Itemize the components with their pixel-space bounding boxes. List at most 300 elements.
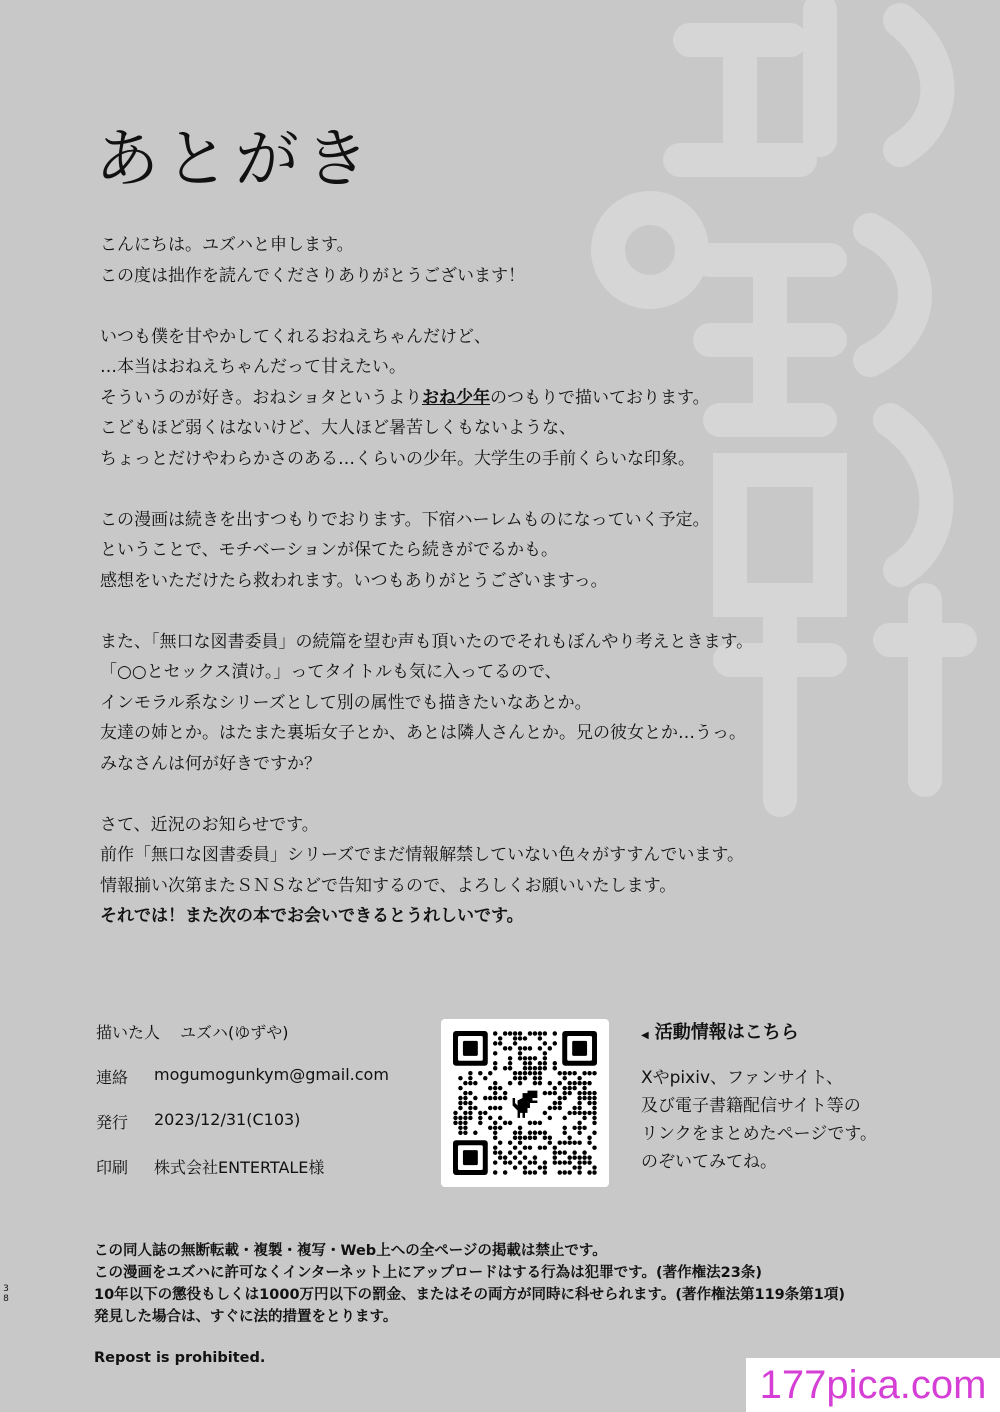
qr-module — [582, 1116, 586, 1120]
qr-module — [518, 1131, 522, 1135]
qr-module — [513, 1155, 517, 1159]
qr-module — [548, 1091, 552, 1095]
qr-module — [553, 1066, 557, 1070]
colophon-value: 2023/12/31(C103) — [154, 1110, 301, 1129]
qr-module — [518, 1081, 522, 1085]
qr-module — [493, 1121, 497, 1125]
qr-module — [592, 1091, 596, 1095]
qr-module — [538, 1071, 542, 1075]
qr-module — [538, 1066, 542, 1070]
qr-finder-pattern — [572, 1041, 587, 1056]
qr-module — [562, 1096, 566, 1100]
qr-module — [562, 1170, 566, 1174]
qr-module — [513, 1165, 517, 1169]
qr-module — [528, 1145, 532, 1149]
qr-module — [577, 1111, 581, 1115]
qr-module — [503, 1170, 507, 1174]
qr-code-graphic — [453, 1031, 597, 1175]
qr-module — [493, 1061, 497, 1065]
qr-module — [473, 1106, 477, 1110]
paragraph — [100, 505, 860, 597]
qr-module — [577, 1081, 581, 1085]
qr-module — [458, 1096, 462, 1100]
qr-module — [533, 1121, 537, 1125]
qr-module — [478, 1071, 482, 1075]
qr-module — [458, 1126, 462, 1130]
qr-module — [572, 1140, 576, 1144]
qr-module — [468, 1106, 472, 1110]
paragraph — [100, 383, 860, 475]
qr-module — [582, 1111, 586, 1115]
qr-module — [513, 1036, 517, 1040]
qr-module — [523, 1056, 527, 1060]
qr-module — [463, 1131, 467, 1135]
qr-module — [453, 1121, 457, 1125]
qr-module — [553, 1106, 557, 1110]
text-line: インモラル系なシリーズとして別の属性でも描きたいなあとか。 — [100, 692, 592, 713]
qr-module — [498, 1155, 502, 1159]
qr-module — [572, 1150, 576, 1154]
qr-module — [582, 1155, 586, 1159]
qr-module — [533, 1170, 537, 1174]
qr-module — [493, 1150, 497, 1154]
qr-module — [572, 1106, 576, 1110]
qr-module — [558, 1150, 562, 1154]
qr-module — [533, 1081, 537, 1085]
qr-module — [543, 1136, 547, 1140]
qr-module — [558, 1096, 562, 1100]
emphasized-text: おね少年 — [421, 387, 490, 408]
qr-module — [592, 1101, 596, 1105]
qr-module — [458, 1116, 462, 1120]
notice-line: この漫画をユズハに許可なくインターネット上にアップロードはする行為は犯罪です。(著作権法23条) — [94, 1265, 762, 1281]
qr-module — [553, 1091, 557, 1095]
qr-module — [483, 1096, 487, 1100]
qr-module — [577, 1121, 581, 1125]
qr-module — [458, 1121, 462, 1125]
qr-module — [473, 1131, 477, 1135]
colophon-value: ユズハ(ゆずや) — [180, 1023, 289, 1042]
qr-module — [577, 1170, 581, 1174]
text-fragment: そういうのが好き。おねショタというより — [100, 387, 422, 408]
qr-code[interactable] — [441, 1019, 609, 1187]
text-line: …本当はおねえちゃんだって甘えたい。 — [100, 357, 406, 377]
qr-module — [493, 1106, 497, 1110]
qr-module — [533, 1071, 537, 1075]
qr-module — [543, 1131, 547, 1135]
qr-module — [463, 1111, 467, 1115]
colophon-row — [96, 1065, 389, 1110]
qr-module — [503, 1066, 507, 1070]
qr-module — [533, 1160, 537, 1164]
qr-module — [498, 1140, 502, 1144]
qr-module — [592, 1165, 596, 1169]
qr-module — [473, 1081, 477, 1085]
qr-module — [533, 1155, 537, 1159]
qr-module — [587, 1140, 591, 1144]
qr-module — [562, 1071, 566, 1075]
qr-module — [572, 1111, 576, 1115]
qr-module — [582, 1150, 586, 1154]
qr-module — [483, 1076, 487, 1080]
qr-module — [528, 1071, 532, 1075]
qr-module — [533, 1066, 537, 1070]
qr-module — [498, 1126, 502, 1130]
qr-module — [562, 1076, 566, 1080]
qr-module — [523, 1165, 527, 1169]
qr-module — [592, 1106, 596, 1110]
qr-module — [572, 1086, 576, 1090]
qr-module — [513, 1076, 517, 1080]
colophon-key: 印刷 — [96, 1158, 129, 1177]
qr-module — [572, 1071, 576, 1075]
qr-module — [577, 1076, 581, 1080]
qr-module — [538, 1131, 542, 1135]
qr-module — [543, 1160, 547, 1164]
qr-module — [493, 1170, 497, 1174]
text-line: 感想をいただけたら救われます。いつもありがとうございますっ。 — [100, 570, 608, 591]
page-number — [2, 1284, 10, 1304]
qr-module — [582, 1126, 586, 1130]
qr-module — [577, 1091, 581, 1095]
text-line: この漫画は続きを出すつもりでおります。下宿ハーレムものになっていく予定。 — [100, 509, 710, 530]
qr-module — [567, 1086, 571, 1090]
qr-module — [543, 1145, 547, 1149]
qr-module — [538, 1076, 542, 1080]
text-fragment: のつもりで描いております。 — [489, 387, 710, 408]
qr-module — [493, 1031, 497, 1035]
colophon — [96, 1020, 389, 1200]
qr-module — [567, 1111, 571, 1115]
qr-module — [463, 1126, 467, 1130]
qr-module — [543, 1041, 547, 1045]
qr-module — [592, 1121, 596, 1125]
notice-line: この同人誌の無断転載・複製・複写・Web上への全ページの掲載は禁止です。 — [94, 1243, 607, 1259]
text-line: のぞいてみてね。 — [641, 1152, 777, 1172]
qr-module — [478, 1111, 482, 1115]
qr-module — [543, 1031, 547, 1035]
qr-module — [508, 1066, 512, 1070]
qr-module — [473, 1096, 477, 1100]
qr-module — [533, 1056, 537, 1060]
colophon-value: mogumogunkym@gmail.com — [154, 1065, 389, 1084]
qr-module — [508, 1031, 512, 1035]
qr-module — [508, 1056, 512, 1060]
qr-module — [508, 1061, 512, 1065]
qr-module — [538, 1081, 542, 1085]
qr-module — [592, 1145, 596, 1149]
qr-module — [577, 1096, 581, 1100]
qr-module — [582, 1086, 586, 1090]
qr-module — [493, 1136, 497, 1140]
qr-module — [518, 1160, 522, 1164]
qr-module — [533, 1131, 537, 1135]
qr-module — [488, 1116, 492, 1120]
qr-module — [543, 1056, 547, 1060]
qr-module — [468, 1081, 472, 1085]
colophon-row — [96, 1020, 389, 1065]
qr-module — [498, 1096, 502, 1100]
text-line: 及び電子書籍配信サイト等の — [641, 1096, 861, 1116]
qr-module — [518, 1126, 522, 1130]
qr-module — [543, 1061, 547, 1065]
qr-module — [468, 1091, 472, 1095]
qr-module — [498, 1086, 502, 1090]
qr-module — [488, 1071, 492, 1075]
qr-module — [562, 1116, 566, 1120]
qr-module — [582, 1096, 586, 1100]
qr-module — [567, 1081, 571, 1085]
qr-module — [483, 1111, 487, 1115]
qr-module — [562, 1091, 566, 1095]
qr-module — [528, 1061, 532, 1065]
qr-module — [488, 1106, 492, 1110]
qr-module — [558, 1140, 562, 1144]
qr-module — [523, 1071, 527, 1075]
qr-module — [543, 1051, 547, 1055]
text-line: 前作「無口な図書委員」シリーズでまだ情報解禁していない色々がすすんでいます。 — [100, 845, 744, 865]
qr-module — [513, 1136, 517, 1140]
text-line: Xやpixiv、ファンサイト、 — [641, 1068, 843, 1088]
qr-module — [543, 1170, 547, 1174]
qr-module — [508, 1160, 512, 1164]
qr-module — [577, 1155, 581, 1159]
qr-module — [553, 1031, 557, 1035]
text-line: こんにちは。ユズハと申します。 — [100, 235, 354, 255]
qr-module — [553, 1086, 557, 1090]
qr-module — [493, 1145, 497, 1149]
qr-module — [543, 1111, 547, 1115]
qr-module — [523, 1155, 527, 1159]
qr-module — [528, 1170, 532, 1174]
qr-module — [528, 1121, 532, 1125]
text-line: こどもほど弱くはないけど、大人ほど暑苦しくもないような、 — [100, 418, 576, 438]
qr-module — [553, 1101, 557, 1105]
qr-module — [528, 1136, 532, 1140]
qr-module — [513, 1071, 517, 1075]
qr-module — [587, 1101, 591, 1105]
qr-module — [508, 1140, 512, 1144]
qr-module — [503, 1031, 507, 1035]
qr-module — [523, 1036, 527, 1040]
qr-module — [493, 1126, 497, 1130]
qr-module — [453, 1116, 457, 1120]
qr-module — [518, 1036, 522, 1040]
qr-module — [558, 1170, 562, 1174]
qr-module — [488, 1096, 492, 1100]
qr-module — [548, 1106, 552, 1110]
qr-module — [503, 1096, 507, 1100]
qr-module — [543, 1165, 547, 1169]
qr-module — [548, 1046, 552, 1050]
qr-module — [528, 1066, 532, 1070]
qr-module — [463, 1091, 467, 1095]
qr-module — [587, 1071, 591, 1075]
afterword-body — [100, 230, 860, 962]
qr-module — [458, 1076, 462, 1080]
qr-module — [468, 1116, 472, 1120]
page-title: あとがき — [95, 123, 375, 197]
qr-module — [577, 1101, 581, 1105]
qr-module — [577, 1126, 581, 1130]
qr-module — [582, 1160, 586, 1164]
qr-module — [587, 1091, 591, 1095]
qr-module — [518, 1076, 522, 1080]
qr-module — [562, 1126, 566, 1130]
qr-module — [468, 1071, 472, 1075]
qr-module — [513, 1031, 517, 1035]
qr-module — [518, 1056, 522, 1060]
qr-module — [572, 1081, 576, 1085]
qr-module — [468, 1111, 472, 1115]
qr-module — [528, 1046, 532, 1050]
activity-heading — [641, 1018, 877, 1044]
qr-module — [498, 1036, 502, 1040]
qr-module — [587, 1111, 591, 1115]
text-line: リンクをまとめたページです。 — [641, 1124, 877, 1144]
text-line: また、「無口な図書委員」の続篇を望む声も頂いたのでそれもぼんやり考えときます。 — [100, 631, 754, 652]
qr-module — [493, 1096, 497, 1100]
qr-module — [458, 1086, 462, 1090]
text-line: ちょっとだけやわらかさのある…くらいの少年。大学生の手前くらいな印象。 — [100, 448, 695, 469]
qr-module — [533, 1076, 537, 1080]
qr-module — [558, 1160, 562, 1164]
qr-module — [572, 1165, 576, 1169]
qr-module — [508, 1150, 512, 1154]
qr-module — [533, 1031, 537, 1035]
qr-module — [518, 1051, 522, 1055]
text-line: 友達の姉とか。はたまた裏垢女子とか、あとは隣人さんとか。兄の彼女とか…うっ。 — [100, 723, 746, 743]
qr-module — [493, 1091, 497, 1095]
qr-module — [587, 1096, 591, 1100]
qr-module — [567, 1091, 571, 1095]
qr-module — [493, 1081, 497, 1085]
qr-module — [533, 1136, 537, 1140]
qr-module — [518, 1140, 522, 1144]
site-watermark[interactable]: 177pica.com — [746, 1358, 1000, 1412]
qr-module — [548, 1136, 552, 1140]
qr-module — [478, 1116, 482, 1120]
qr-module — [538, 1165, 542, 1169]
qr-module — [577, 1160, 581, 1164]
qr-module — [493, 1131, 497, 1135]
qr-module — [493, 1041, 497, 1045]
qr-module — [577, 1140, 581, 1144]
page-number-digit: 3 — [3, 1284, 9, 1294]
qr-module — [553, 1041, 557, 1045]
paragraph — [100, 627, 860, 780]
qr-module — [592, 1111, 596, 1115]
qr-module — [538, 1061, 542, 1065]
qr-module — [592, 1170, 596, 1174]
colophon-row — [96, 1110, 389, 1155]
qr-module — [567, 1155, 571, 1159]
qr-module — [587, 1081, 591, 1085]
text-line: 「○○とセックス漬け。」ってタイトルも気に入ってるので、 — [100, 662, 562, 682]
paragraph — [100, 322, 860, 383]
activity-info — [641, 1018, 877, 1176]
qr-module — [577, 1106, 581, 1110]
qr-module — [582, 1081, 586, 1085]
text-line — [100, 383, 860, 414]
qr-finder-pattern — [463, 1041, 478, 1056]
qr-module — [523, 1061, 527, 1065]
qr-module — [567, 1160, 571, 1164]
qr-module — [498, 1106, 502, 1110]
qr-module — [558, 1106, 562, 1110]
qr-module — [582, 1091, 586, 1095]
colophon-key: 発行 — [96, 1113, 129, 1132]
qr-module — [538, 1031, 542, 1035]
text-line: さて、近況のお知らせです。 — [100, 814, 319, 835]
qr-module — [523, 1076, 527, 1080]
qr-module — [458, 1106, 462, 1110]
qr-module — [463, 1116, 467, 1120]
qr-module — [538, 1046, 542, 1050]
notice-line: 発見した場合は、すぐに法的措置をとります。 — [94, 1309, 398, 1325]
qr-module — [538, 1121, 542, 1125]
qr-module — [543, 1066, 547, 1070]
qr-module — [587, 1155, 591, 1159]
qr-module — [523, 1046, 527, 1050]
qr-module — [463, 1101, 467, 1105]
activity-heading-text: 活動情報はこちら — [654, 1022, 799, 1043]
text-line: この度は拙作を読んでくださりありがとうございます！ — [100, 265, 525, 286]
colophon-key: 連絡 — [96, 1068, 129, 1087]
qr-module — [493, 1086, 497, 1090]
qr-module — [508, 1081, 512, 1085]
qr-module — [518, 1150, 522, 1154]
closing-line: それでは！また次の本でお会いできるとうれしいです。 — [100, 906, 524, 926]
qr-module — [567, 1170, 571, 1174]
qr-module — [538, 1036, 542, 1040]
qr-module — [523, 1170, 527, 1174]
text-line: ということで、モチベーションが保てたら続きがでるかも。 — [100, 540, 558, 560]
qr-module — [523, 1066, 527, 1070]
qr-module — [468, 1076, 472, 1080]
qr-module — [528, 1160, 532, 1164]
text-line: 情報揃い次第またＳＮＳなどで告知するので、よろしくお願いいたします。 — [100, 875, 677, 896]
qr-module — [493, 1051, 497, 1055]
pointer-left-icon: ◀ — [641, 1030, 649, 1041]
colophon-row — [96, 1155, 389, 1200]
qr-module — [528, 1056, 532, 1060]
qr-module — [523, 1136, 527, 1140]
qr-module — [503, 1121, 507, 1125]
qr-module — [518, 1046, 522, 1050]
qr-module — [572, 1155, 576, 1159]
colophon-key: 描いた人 — [96, 1023, 161, 1042]
qr-module — [458, 1101, 462, 1105]
qr-module — [463, 1096, 467, 1100]
qr-module — [553, 1150, 557, 1154]
qr-module — [493, 1160, 497, 1164]
qr-module — [518, 1136, 522, 1140]
paragraph — [100, 230, 860, 291]
qr-module — [498, 1041, 502, 1045]
qr-module — [577, 1131, 581, 1135]
colophon-value: 株式会社ENTERTALE様 — [154, 1158, 325, 1177]
qr-module — [587, 1170, 591, 1174]
qr-module — [503, 1155, 507, 1159]
qr-module — [567, 1140, 571, 1144]
qr-module — [468, 1101, 472, 1105]
notice-line: 10年以下の懲役もしくは1000万円以下の罰金、またはその両方が同時に科せられます。(著作権法第119条第1項) — [94, 1287, 845, 1303]
qr-module — [562, 1086, 566, 1090]
dinosaur-icon — [513, 1091, 538, 1118]
qr-module — [493, 1066, 497, 1070]
qr-module — [503, 1160, 507, 1164]
